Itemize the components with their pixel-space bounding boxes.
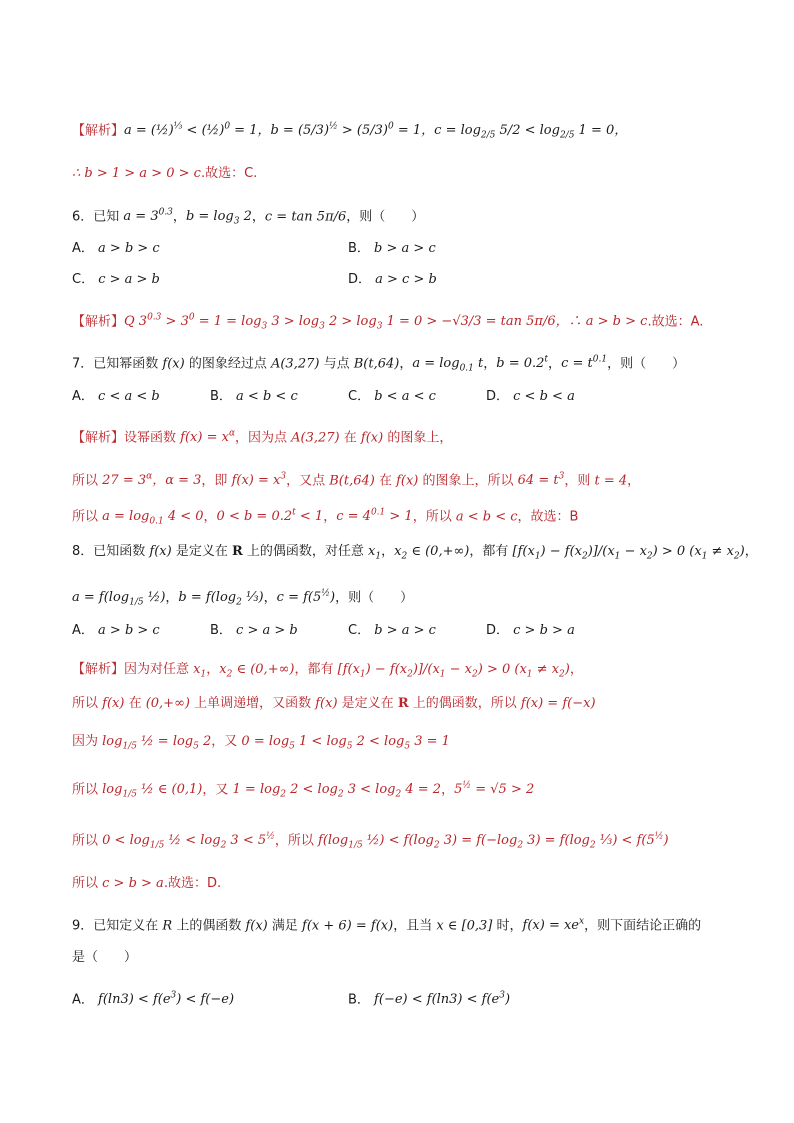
- q7-option-d[interactable]: D． c < b < a: [486, 389, 575, 404]
- analysis-8-line-6: 所以 c > b > a.故选：D.: [72, 876, 222, 891]
- question-9-line-2: 是（ ）: [72, 950, 138, 965]
- q8-option-d[interactable]: D． c > b > a: [486, 623, 575, 638]
- analysis-8-line-3: 因为 $\log_{1/5}$ ½ = $\log_5 2$，又 $0 = \log_5 1 < \log_5 2 < \log_5 3 = 1$: [72, 734, 450, 752]
- q9-option-b[interactable]: B． $f(-e) < f(\ln 3) < f(e^3)$: [348, 991, 511, 1008]
- q6-option-d[interactable]: D． a > c > b: [348, 272, 437, 287]
- analysis-label: 【解析】: [72, 123, 125, 139]
- question-7: 7．已知幂函数 f(x) 的图象经过点 A(3,27) 与点 B(t,64)，$a = \log_{0.1} t$，$b = 0.2^t$，$c = t^{0.1}$，则（ ）: [72, 355, 686, 374]
- q7-option-c[interactable]: C． b < a < c: [348, 389, 436, 404]
- analysis-6: 【解析】Q $3^{0.3} > 3^0 = 1 = \log_3 3 > \log_3 2 > \log_3 1 = 0 > -√3/3 = \tan 5\pi/6$，∴ a > b > c.故选：A.: [72, 313, 704, 332]
- analysis-8-line-1: 【解析】因为对任意 $x_1$，$x_2$ ∈ (0,+∞)，都有 $[f(x_1) - f(x_2)]/(x_1 - x_2) > 0$ $(x_1 \ne x_2)$，: [72, 662, 583, 680]
- q6-option-c[interactable]: C． c > a > b: [72, 272, 160, 287]
- analysis-5-line-1: [72, 116, 627, 147]
- analysis-7-line-2: 所以 $27 = 3^\alpha$，α = 3，即 $f(x) = x^3$，又点 B(t,64) 在 f(x) 的图象上，所以 $64 = t^3$，则 t = 4，: [72, 472, 641, 489]
- analysis-5-formula: a = (½)$^{\frac{1}{3}}$ < (½)$^0$ = 1，$b = (5/3)^{\frac{1}{2}} > (5/3)^0 = 1$，$c = \log_{2/5} 5/2 < \log_{2/5} 1 = 0$，: [124, 122, 628, 141]
- analysis-7-line-1: 【解析】设幂函数 $f(x) = x^\alpha$，因为点 A(3,27) 在 f(x) 的图象上，: [72, 429, 453, 446]
- analysis-8-line-2: 所以 f(x) 在 (0,+∞) 上单调递增，又函数 f(x) 是定义在 R 上的偶函数，所以 f(x) = f(−x): [72, 696, 596, 711]
- q8-option-a[interactable]: A． a > b > c: [72, 623, 160, 638]
- q7-option-a[interactable]: A． c < a < b: [72, 389, 160, 404]
- question-9-line-1: 9．已知定义在 R 上的偶函数 f(x) 满足 f(x + 6) = f(x)，且当 x ∈ [0,3] 时，$f(x) = xe^x$，则下面结论正确的: [72, 917, 702, 934]
- q8-option-c[interactable]: C． b > a > c: [348, 623, 436, 638]
- q6-option-a[interactable]: A． a > b > c: [72, 241, 160, 256]
- question-6: 6．已知 $a = 3^{0.3}$，$b = \log_3 2$，c = tan 5π/6，则（ ）: [72, 208, 425, 227]
- analysis-7-line-3: 所以 $a = \log_{0.1} 4 < 0$，$0 < b = 0.2^t < 1$，$c = 4^{0.1} > 1$，所以 a < b < c，故选：B: [72, 508, 579, 527]
- q9-option-a[interactable]: A． $f(\ln 3) < f(e^3) < f(-e)$: [72, 991, 235, 1008]
- analysis-5-line-2: ∴ b > 1 > a > 0 > c.故选：C.: [72, 166, 258, 181]
- question-8-line-2: $a = f(\log_{1/5}$ ½)，$b = f(\log_2$ ⅓)，$c = f(5^{\frac{1}{2}})$，则（ ）: [72, 589, 414, 608]
- q7-option-b[interactable]: B． a < b < c: [210, 389, 298, 404]
- analysis-8-line-5: 所以 $0 < \log_{1/5}$ ½ < $\log_2 3 < 5^{\frac{1}{2}}$，所以 $f(\log_{1/5}$ ½) < $f(\log_2$ $3) = f(-\log_2$ $3) = f(\log_2$ ⅓) < $f(5^{\frac{1}{2}})$: [72, 832, 669, 851]
- q8-option-b[interactable]: B． c > a > b: [210, 623, 298, 638]
- question-8-line-1: 8．已知函数 f(x) 是定义在 R 上的偶函数，对任意 $x_1$，$x_2$ ∈ (0,+∞)，都有 $[f(x_1) - f(x_2)]/(x_1 - x_2) > 0$ $(x_1 \ne x_2)$，: [72, 544, 758, 562]
- q6-option-b[interactable]: B． b > a > c: [348, 241, 436, 256]
- analysis-8-line-4: 所以 $\log_{1/5}$ ½ ∈ (0,1)，又 $1 = \log_2 2 < \log_2 3 < \log_2 4 = 2$，$5^{\frac{1}{2}} = √5 > 2$: [72, 781, 535, 800]
